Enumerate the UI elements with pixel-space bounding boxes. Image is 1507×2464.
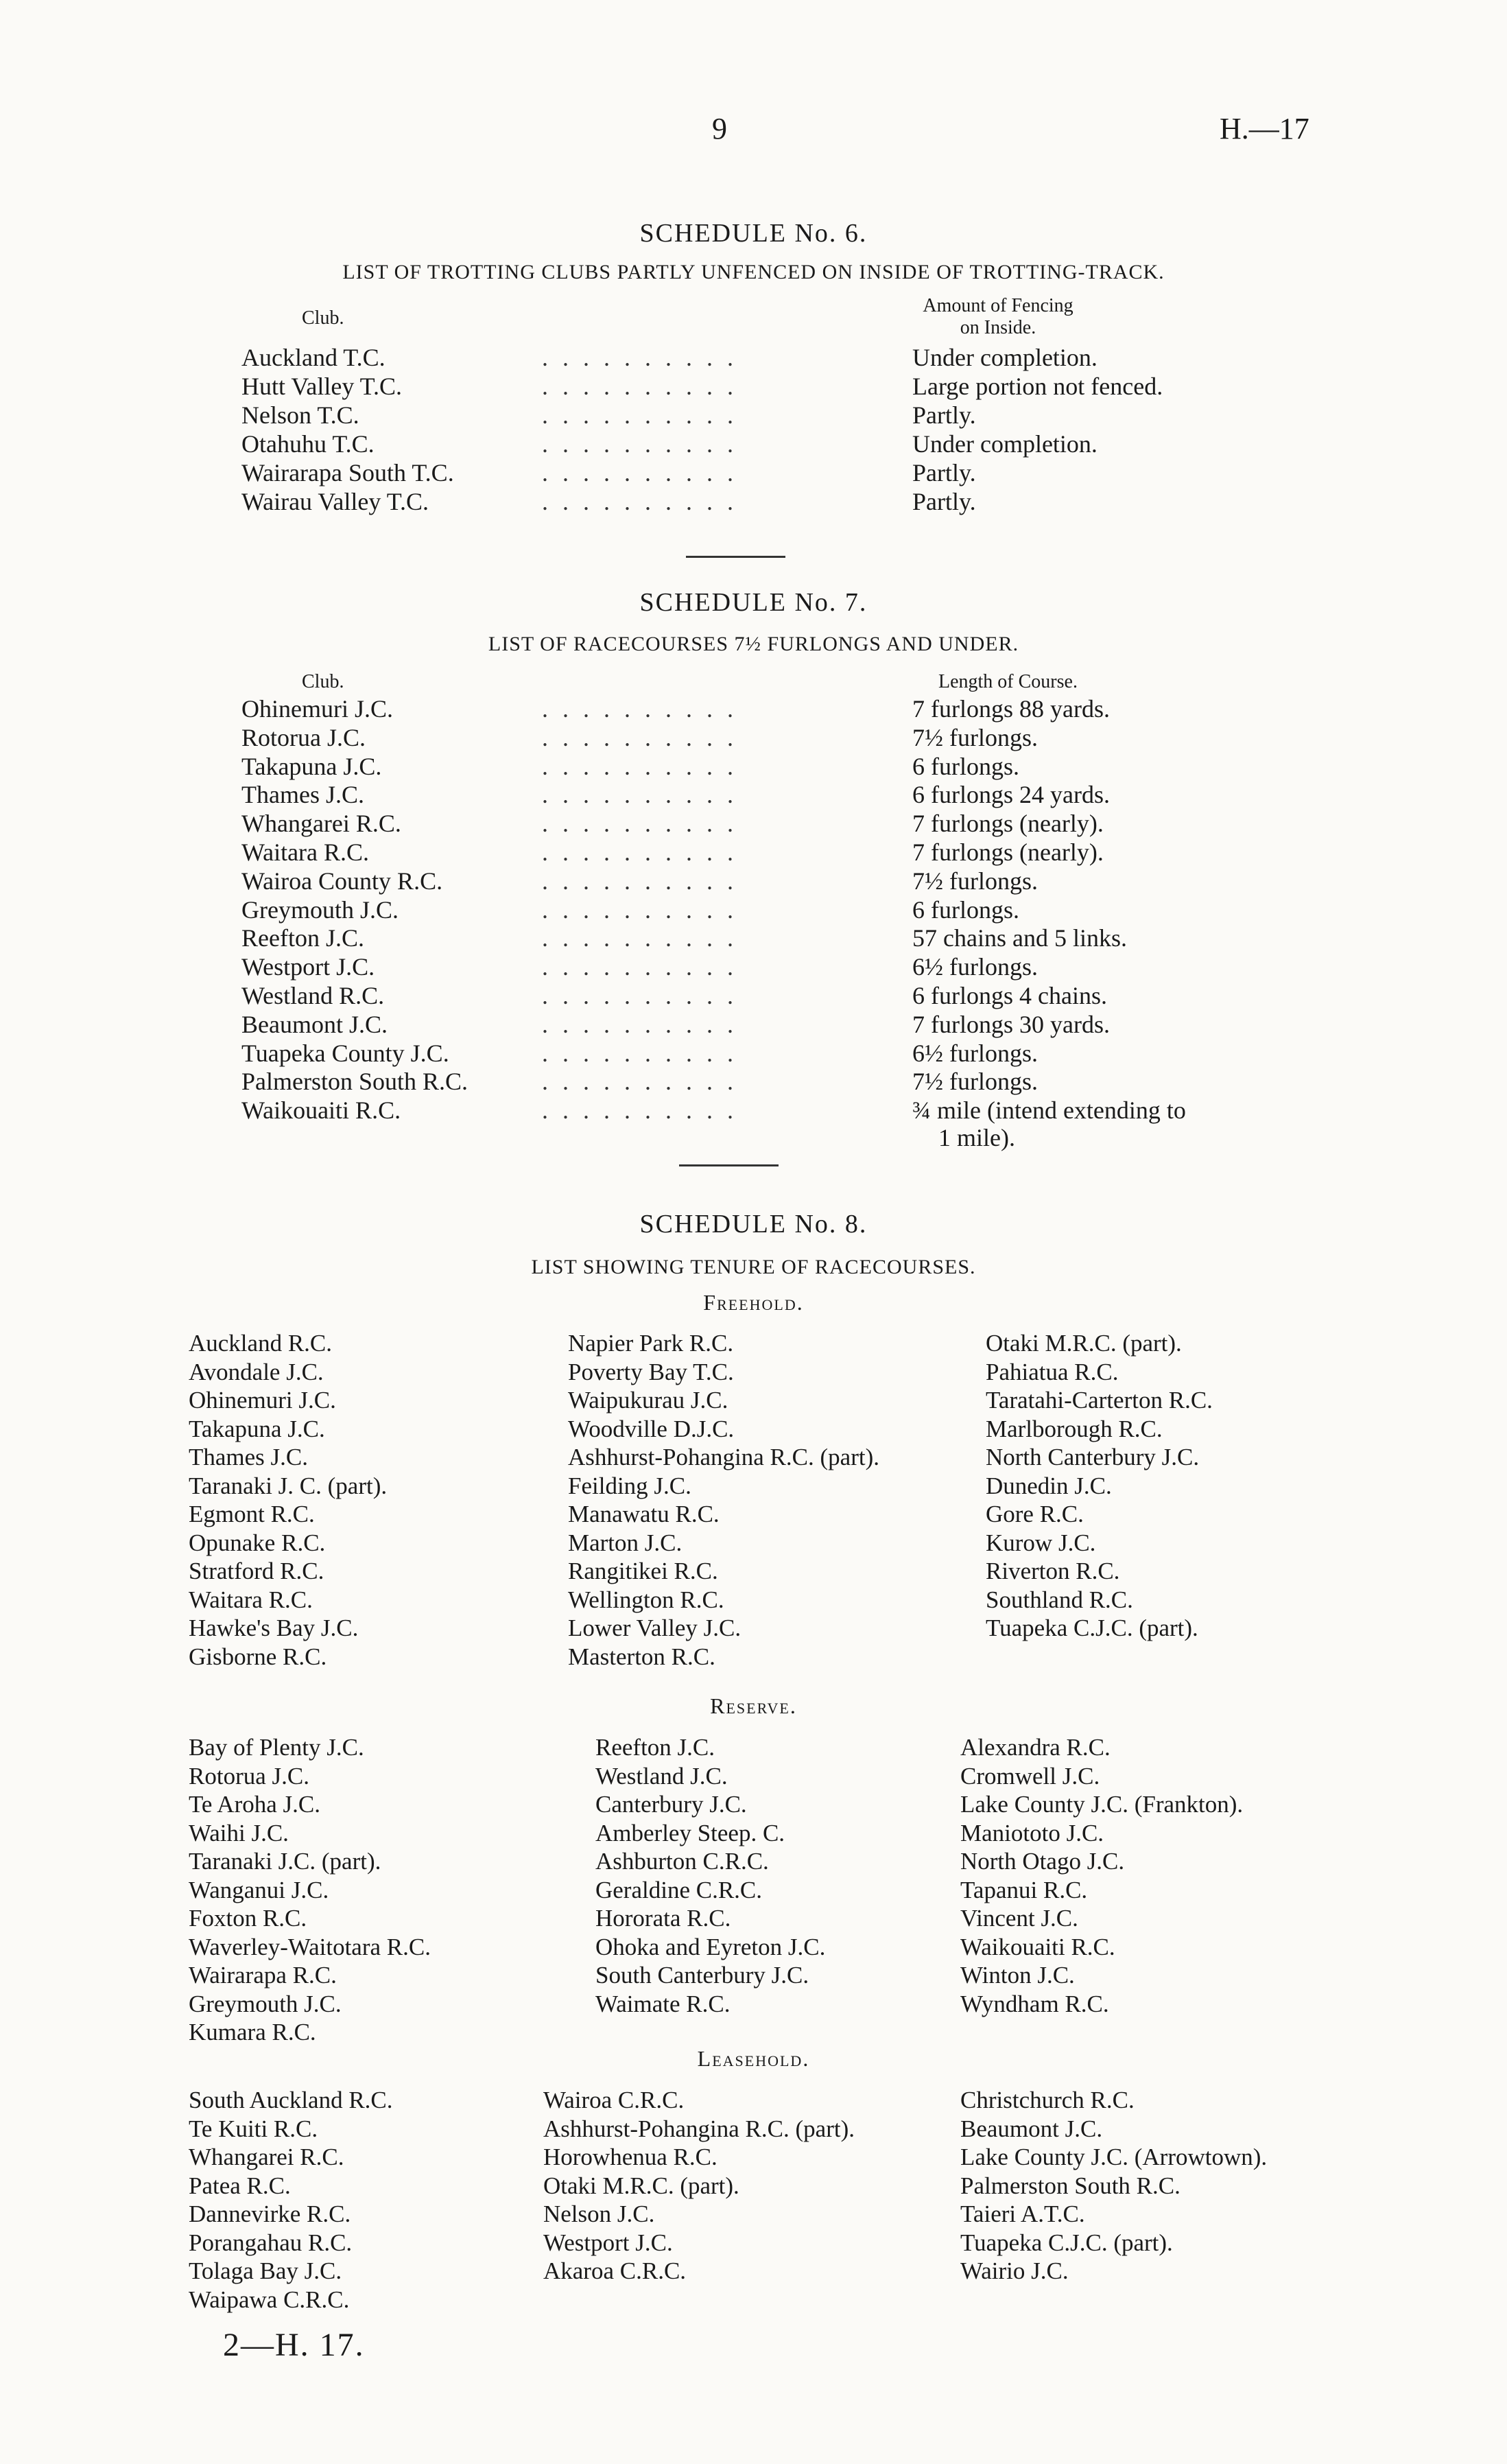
row-value: 7 furlongs (nearly).	[912, 810, 1104, 838]
list-item: Winton J.C.	[960, 1962, 1075, 1988]
dot-leader: . . . . . . . . . .	[542, 723, 737, 751]
leasehold-column-2	[543, 2086, 855, 2286]
row-value: Partly.	[912, 401, 976, 429]
row-value: 7 furlongs (nearly).	[912, 838, 1104, 866]
list-item: Porangahau R.C.	[189, 2229, 353, 2256]
list-item: Marlborough R.C.	[986, 1415, 1163, 1442]
table-row	[0, 952, 1507, 981]
schedule-7-subtitle: LIST OF RACECOURSES 7½ FURLONGS AND UNDER.	[488, 633, 1019, 655]
club-name: Waikouaiti R.C.	[241, 1096, 401, 1125]
reserve-column-1	[189, 1733, 431, 2047]
reserve-column-3	[960, 1733, 1243, 2018]
leasehold-column-3	[960, 2086, 1267, 2286]
table-row	[0, 981, 1507, 1010]
row-value: Partly.	[912, 488, 976, 515]
row-value: 7½ furlongs.	[912, 867, 1038, 895]
list-item: Greymouth J.C.	[189, 1990, 342, 2017]
dot-leader: . . . . . . . . . .	[542, 810, 737, 838]
list-item: Akaroa C.R.C.	[543, 2257, 687, 2284]
list-item: Whangarei R.C.	[189, 2144, 344, 2170]
table-row	[0, 780, 1507, 809]
list-item: Dunedin J.C.	[986, 1472, 1112, 1499]
list-item: Auckland R.C.	[189, 1330, 333, 1357]
club-name: Wairau Valley T.C.	[241, 488, 429, 515]
row-value: 7½ furlongs.	[912, 1068, 1038, 1096]
list-item: Maniototo J.C.	[960, 1819, 1104, 1846]
document-reference: H.—17	[1220, 112, 1309, 145]
list-item: Wanganui J.C.	[189, 1876, 329, 1903]
list-item: Ashburton C.R.C.	[595, 1848, 769, 1875]
list-item: Wyndham R.C.	[960, 1990, 1109, 2017]
schedule-7-length-header: Length of Course.	[938, 671, 1078, 692]
list-item: Woodville D.J.C.	[568, 1415, 735, 1442]
list-item: Southland R.C.	[986, 1586, 1133, 1613]
list-item: Taranaki J. C. (part).	[189, 1472, 388, 1499]
dot-leader: . . . . . . . . . .	[542, 838, 737, 866]
list-item: Rotorua J.C.	[189, 1762, 309, 1790]
dot-leader: . . . . . . . . . .	[542, 924, 737, 952]
list-item: Ohinemuri J.C.	[189, 1387, 336, 1413]
list-item: North Canterbury J.C.	[986, 1444, 1200, 1470]
list-item: Christchurch R.C.	[960, 2087, 1135, 2113]
section-divider	[686, 556, 785, 558]
club-name: Otahuhu T.C.	[241, 430, 375, 458]
list-item: Stratford R.C.	[189, 1558, 324, 1584]
list-item: Nelson J.C.	[543, 2201, 655, 2227]
list-item: Te Aroha J.C.	[189, 1791, 320, 1818]
schedule-8-title: SCHEDULE No. 8.	[639, 1210, 868, 1239]
club-name: Ohinemuri J.C.	[241, 695, 393, 723]
schedule-7-club-header: Club.	[302, 671, 344, 692]
list-item: South Canterbury J.C.	[595, 1962, 809, 1988]
list-item: Avondale J.C.	[189, 1358, 324, 1385]
club-name: Takapuna J.C.	[241, 752, 382, 780]
club-name: Nelson T.C.	[241, 401, 359, 429]
leasehold-column-1	[189, 2086, 393, 2314]
list-item: Alexandra R.C.	[960, 1734, 1111, 1761]
table-row	[0, 752, 1507, 781]
dot-leader: . . . . . . . . . .	[542, 982, 737, 1009]
list-item: Wairoa C.R.C.	[543, 2087, 685, 2113]
list-item: Thames J.C.	[189, 1444, 309, 1470]
list-item: Napier Park R.C.	[568, 1330, 734, 1357]
club-name: Hutt Valley T.C.	[241, 373, 402, 400]
table-row	[0, 343, 1507, 372]
freehold-column-1	[189, 1329, 387, 1671]
club-name: Wairarapa South T.C.	[241, 459, 454, 486]
row-value: 7 furlongs 88 yards.	[912, 695, 1110, 723]
row-value: 7 furlongs 30 yards.	[912, 1010, 1110, 1038]
list-item: Taratahi-Carterton R.C.	[986, 1387, 1213, 1413]
list-item: Patea R.C.	[189, 2172, 291, 2199]
list-item: Taranaki J.C. (part).	[189, 1848, 381, 1875]
club-name: Greymouth J.C.	[241, 895, 399, 924]
row-value: Large portion not fenced.	[912, 373, 1163, 400]
table-row	[0, 487, 1507, 516]
table-row	[0, 372, 1507, 401]
list-item: Gore R.C.	[986, 1501, 1084, 1527]
dot-leader: . . . . . . . . . .	[542, 401, 737, 429]
table-row	[0, 1067, 1507, 1096]
list-item: Takapuna J.C.	[189, 1415, 325, 1442]
club-name: Reefton J.C.	[241, 924, 364, 952]
row-value: Partly.	[912, 459, 976, 486]
table-row	[0, 809, 1507, 838]
table-row	[0, 430, 1507, 458]
list-item: Masterton R.C.	[568, 1643, 715, 1670]
club-name: Rotorua J.C.	[241, 723, 366, 751]
dot-leader: . . . . . . . . . .	[542, 344, 737, 371]
schedule-7-title: SCHEDULE No. 7.	[639, 588, 868, 617]
table-row	[0, 1039, 1507, 1068]
dot-leader: . . . . . . . . . .	[542, 1039, 737, 1067]
dot-leader: . . . . . . . . . .	[542, 695, 737, 723]
table-row	[0, 694, 1507, 723]
reserve-column-2	[595, 1733, 825, 2018]
row-value: Under completion.	[912, 344, 1097, 371]
list-item: Tuapeka C.J.C. (part).	[986, 1615, 1198, 1641]
dot-leader: . . . . . . . . . .	[542, 752, 737, 780]
list-item: Ashhurst-Pohangina R.C. (part).	[568, 1444, 879, 1470]
list-item: Westland J.C.	[595, 1762, 728, 1790]
table-row	[0, 895, 1507, 924]
row-value: 6½ furlongs.	[912, 953, 1038, 981]
amount-header-line2: on Inside.	[960, 317, 1036, 338]
schedule-6-club-header: Club.	[302, 307, 344, 329]
list-item: Otaki M.R.C. (part).	[986, 1330, 1182, 1357]
list-item: Taieri A.T.C.	[960, 2201, 1085, 2227]
freehold-column-3	[986, 1329, 1213, 1643]
list-item: Tolaga Bay J.C.	[189, 2257, 342, 2284]
list-item: Riverton R.C.	[986, 1558, 1120, 1584]
list-item: Gisborne R.C.	[189, 1643, 327, 1670]
list-item: Opunake R.C.	[189, 1529, 326, 1556]
list-item: Lower Valley J.C.	[568, 1615, 741, 1641]
list-item: Cromwell J.C.	[960, 1762, 1100, 1790]
dot-leader: . . . . . . . . . .	[542, 953, 737, 981]
list-item: Hawke's Bay J.C.	[189, 1615, 359, 1641]
list-item: Otaki M.R.C. (part).	[543, 2172, 739, 2199]
list-item: Egmont R.C.	[189, 1501, 315, 1527]
footer-signature-mark: 2—H. 17.	[223, 2327, 365, 2363]
list-item: Waihi J.C.	[189, 1819, 289, 1846]
table-row	[0, 1096, 1507, 1125]
list-item: Rangitikei R.C.	[568, 1558, 718, 1584]
list-item: Poverty Bay T.C.	[568, 1358, 734, 1385]
list-item: Geraldine C.R.C.	[595, 1876, 763, 1903]
leasehold-heading: Leasehold.	[697, 2046, 810, 2071]
dot-leader: . . . . . . . . . .	[542, 1096, 737, 1125]
list-item: Waikouaiti R.C.	[960, 1933, 1115, 1960]
schedule-6-subtitle: LIST OF TROTTING CLUBS PARTLY UNFENCED ON INSIDE OF TROTTING-TRACK.	[342, 261, 1165, 283]
row-value: 6 furlongs.	[912, 895, 1019, 924]
table-row	[0, 458, 1507, 487]
list-item: Dannevirke R.C.	[189, 2201, 351, 2227]
list-item: Palmerston South R.C.	[960, 2172, 1180, 2199]
list-item: Reefton J.C.	[595, 1734, 715, 1761]
list-item: North Otago J.C.	[960, 1848, 1125, 1875]
club-name: Thames J.C.	[241, 781, 364, 809]
list-item: Hororata R.C.	[595, 1905, 731, 1932]
list-item: Foxton R.C.	[189, 1905, 307, 1932]
schedule-6-title: SCHEDULE No. 6.	[639, 219, 868, 248]
list-item: Kumara R.C.	[189, 2019, 316, 2045]
page-number: 9	[712, 112, 727, 145]
schedule-8-subtitle: LIST SHOWING TENURE OF RACECOURSES.	[531, 1256, 976, 1278]
list-item: Lake County J.C. (Arrowtown).	[960, 2144, 1268, 2170]
list-item: South Auckland R.C.	[189, 2087, 393, 2113]
list-item: Amberley Steep. C.	[595, 1819, 785, 1846]
row-value: Under completion.	[912, 430, 1097, 458]
schedule-7-continuation: 1 mile).	[938, 1124, 1015, 1151]
list-item: Feilding J.C.	[568, 1472, 691, 1499]
freehold-column-2	[568, 1329, 879, 1671]
list-item: Marton J.C.	[568, 1529, 683, 1556]
list-item: Waimate R.C.	[595, 1990, 731, 2017]
list-item: Waitara R.C.	[189, 1586, 313, 1613]
table-row	[0, 924, 1507, 952]
list-item: Horowhenua R.C.	[543, 2144, 717, 2170]
table-row	[0, 723, 1507, 752]
list-item: Vincent J.C.	[960, 1905, 1078, 1932]
club-name: Tuapeka County J.C.	[241, 1039, 449, 1067]
list-item: Pahiatua R.C.	[986, 1358, 1119, 1385]
table-row	[0, 838, 1507, 867]
dot-leader: . . . . . . . . . .	[542, 488, 737, 515]
dot-leader: . . . . . . . . . .	[542, 1010, 737, 1038]
club-name: Auckland T.C.	[241, 344, 385, 371]
list-item: Wairio J.C.	[960, 2257, 1069, 2284]
list-item: Westport J.C.	[543, 2229, 673, 2256]
table-row	[0, 867, 1507, 895]
list-item: Wellington R.C.	[568, 1586, 724, 1613]
schedule-6-amount-header	[912, 295, 1084, 339]
dot-leader: . . . . . . . . . .	[542, 373, 737, 400]
dot-leader: . . . . . . . . . .	[542, 867, 737, 895]
reserve-heading: Reserve.	[710, 1693, 797, 1718]
table-row	[0, 401, 1507, 430]
club-name: Westport J.C.	[241, 953, 375, 981]
row-value: 7½ furlongs.	[912, 723, 1038, 751]
club-name: Palmerston South R.C.	[241, 1068, 468, 1096]
list-item: Waipawa C.R.C.	[189, 2286, 350, 2313]
row-value: 57 chains and 5 links.	[912, 924, 1127, 952]
list-item: Tuapeka C.J.C. (part).	[960, 2229, 1173, 2256]
row-value: 6 furlongs 24 yards.	[912, 781, 1110, 809]
list-item: Wairarapa R.C.	[189, 1962, 337, 1988]
row-value: ¾ mile (intend extending to	[912, 1096, 1186, 1125]
list-item: Waverley-Waitotara R.C.	[189, 1933, 431, 1960]
table-row	[0, 1010, 1507, 1039]
list-item: Te Kuiti R.C.	[189, 2115, 318, 2142]
row-value: 6½ furlongs.	[912, 1039, 1038, 1067]
dot-leader: . . . . . . . . . .	[542, 781, 737, 809]
row-value: 6 furlongs.	[912, 752, 1019, 780]
club-name: Whangarei R.C.	[241, 810, 401, 838]
list-item: Canterbury J.C.	[595, 1791, 747, 1818]
list-item: Tapanui R.C.	[960, 1876, 1088, 1903]
club-name: Westland R.C.	[241, 982, 385, 1009]
list-item: Lake County J.C. (Frankton).	[960, 1791, 1244, 1818]
freehold-heading: Freehold.	[703, 1290, 804, 1315]
section-divider	[679, 1164, 779, 1166]
list-item: Beaumont J.C.	[960, 2115, 1103, 2142]
list-item: Kurow J.C.	[986, 1529, 1096, 1556]
dot-leader: . . . . . . . . . .	[542, 895, 737, 924]
dot-leader: . . . . . . . . . .	[542, 1068, 737, 1096]
row-value: 6 furlongs 4 chains.	[912, 982, 1107, 1009]
club-name: Waitara R.C.	[241, 838, 370, 866]
list-item: Ohoka and Eyreton J.C.	[595, 1933, 826, 1960]
club-name: Wairoa County R.C.	[241, 867, 443, 895]
dot-leader: . . . . . . . . . .	[542, 430, 737, 458]
list-item: Manawatu R.C.	[568, 1501, 720, 1527]
club-name: Beaumont J.C.	[241, 1010, 388, 1038]
amount-header-line1: Amount of Fencing	[923, 295, 1073, 316]
list-item: Bay of Plenty J.C.	[189, 1734, 364, 1761]
list-item: Ashhurst-Pohangina R.C. (part).	[543, 2115, 855, 2142]
list-item: Waipukurau J.C.	[568, 1387, 728, 1413]
dot-leader: . . . . . . . . . .	[542, 459, 737, 486]
